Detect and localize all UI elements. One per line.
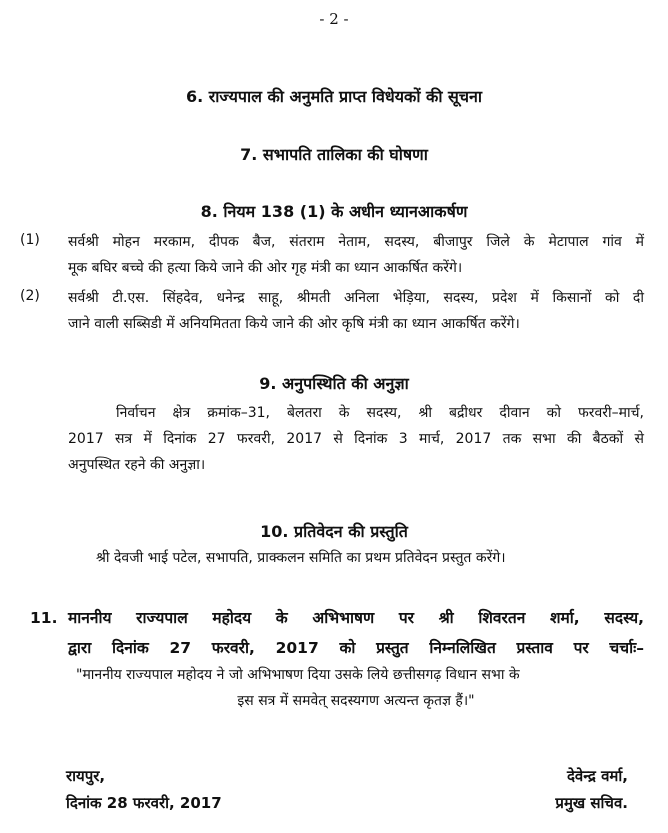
section-11-number: 11. [30,609,58,627]
footer-date: दिनांक 28 फरवरी, 2017 [66,794,222,812]
section-7-heading: 7. सभापति तालिका की घोषणा [240,145,428,164]
section-11-quote [68,662,644,714]
section-10-heading: 10. प्रतिवेदन की प्रस्तुति [260,522,408,541]
section-9-text [68,400,644,478]
section-11-text [68,603,644,663]
item-2-number: (2) [20,288,40,304]
section-11-line-1: माननीय राज्यपाल महोदय के अभिभाषण पर श्री शिवरतन शर्मा, सदस्य, [68,609,644,627]
section-6-heading: 6. राज्यपाल की अनुमति प्राप्त विधेयकों की सूचना [185,87,483,106]
signature-place-date [66,763,222,817]
section-9-line-2: 2017 सत्र में दिनांक 27 फरवरी, 2017 से दिनांक 3 मार्च, 2017 तक सभा की बैठकों से [68,431,644,447]
item-1-text [68,229,644,281]
section-9-heading: 9. अनुपस्थिति की अनुज्ञा [259,374,409,393]
item-1-line-2: मूक बघिर बच्चे की हत्या किये जाने की ओर गृह मंत्री का ध्यान आकर्षित करेंगे। [68,260,463,276]
footer-designation: प्रमुख सचिव. [555,794,628,812]
item-1-number: (1) [20,232,40,248]
signature-block [498,763,628,817]
section-11-line-2: द्वारा दिनांक 27 फरवरी, 2017 को प्रस्तुत निम्नलिखित प्रस्ताव पर चर्चाः– [68,639,644,657]
section-10-text [68,545,644,571]
item-2-line-1: सर्वश्री टी.एस. सिंहदेव, धनेन्द्र साहू, श्रीमती अनिला भेड़िया, सदस्य, प्रदेश में किसानों को दी [68,290,644,306]
page-number: - 2 - [319,10,349,28]
section-8-heading: 8. नियम 138 (1) के अधीन ध्यानआकर्षण [200,202,468,221]
section-11-quote-line-1: "माननीय राज्यपाल महोदय ने जो अभिभाषण दिया उसके लिये छत्तीसगढ़ विधान सभा के [76,667,520,683]
item-1-line-1: सर्वश्री मोहन मरकाम, दीपक बैज, संतराम नेताम, सदस्य, बीजापुर जिले के मेटापाल गांव में [68,234,644,250]
footer-name: देवेन्द्र वर्मा, [566,767,628,785]
footer-place: रायपुर, [66,767,106,785]
section-11-quote-line-2: इस सत्र में समवेत् सदस्यगण अत्यन्त कृतज्ञ हैं।" [237,693,475,709]
item-2-text [68,285,644,337]
section-9-line-1: निर्वाचन क्षेत्र क्रमांक–31, बेलतरा के सदस्य, श्री बद्रीधर दीवान को फरवरी–मार्च, [116,405,644,421]
section-9-line-3: अनुपस्थित रहने की अनुज्ञा। [68,457,206,473]
section-10-line-1: श्री देवजी भाई पटेल, सभापति, प्राक्कलन समिति का प्रथम प्रतिवेदन प्रस्तुत करेंगे। [96,550,506,566]
item-2-line-2: जाने वाली सब्सिडी में अनियमितता किये जाने की ओर कृषि मंत्री का ध्यान आकर्षित करेंगे। [68,316,520,332]
